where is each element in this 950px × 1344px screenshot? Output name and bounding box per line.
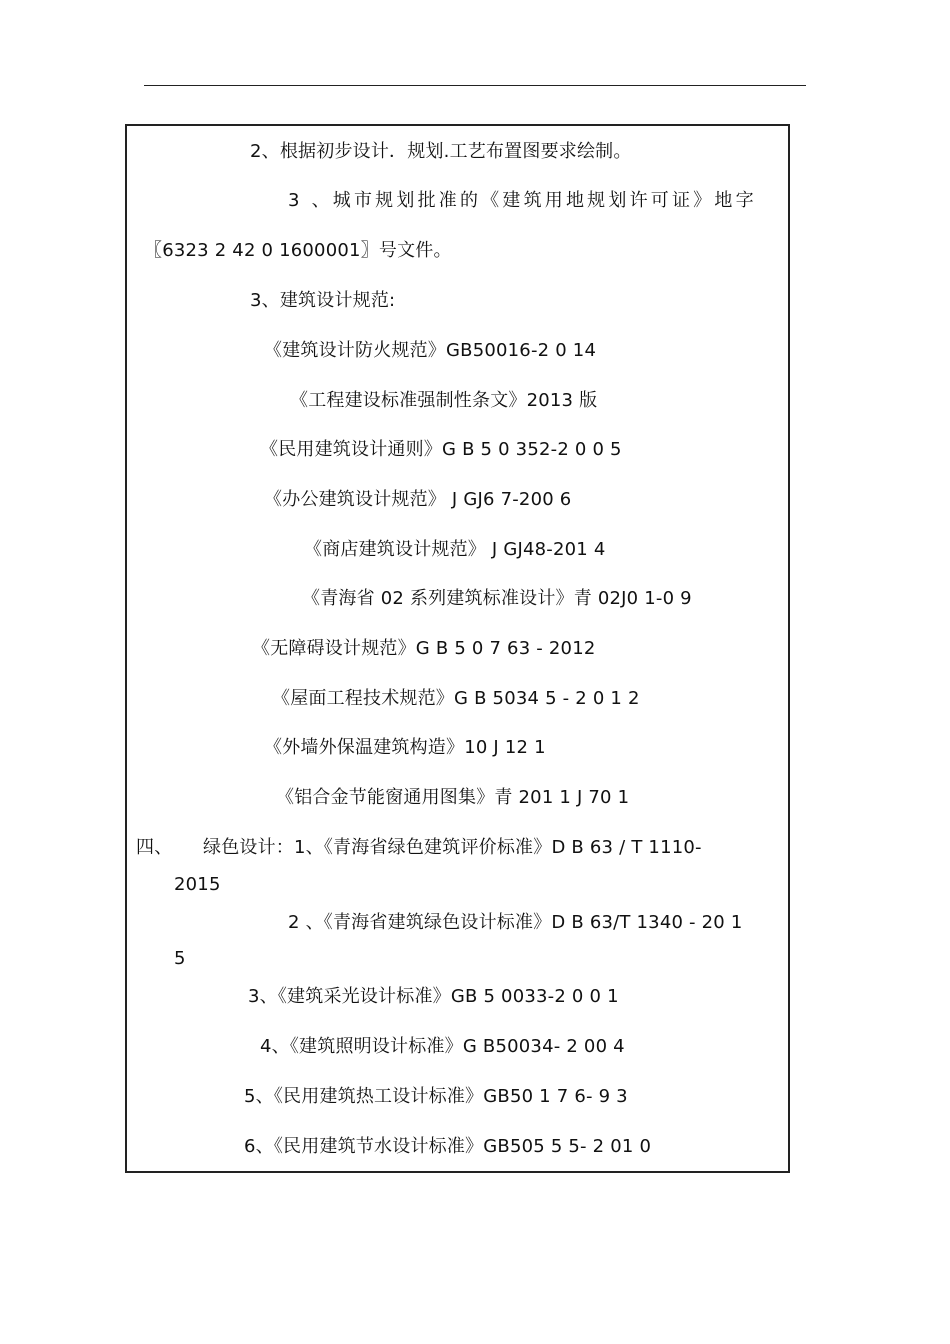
standard-item: 3、《建筑采光设计标准》GB 5 0033-2 0 0 1 [248,986,619,1007]
standard-item: 《工程建设标准强制性条文》2013 版 [290,390,598,411]
standard-item: 5、《民用建筑热工设计标准》GB50 1 7 6- 9 3 [244,1086,628,1107]
standard-item: 《青海省 02 系列建筑标准设计》青 02J0 1-0 9 [302,588,692,609]
text-line: 2015 [174,874,221,895]
standard-item: 《办公建筑设计规范》 J GJ6 7-200 6 [264,489,572,510]
standard-item: 4、《建筑照明设计标准》G B50034- 2 00 4 [260,1036,625,1057]
standard-item: 《商店建筑设计规范》 J GJ48-201 4 [304,539,606,560]
text-line: 3 、城市规划批准的《建筑用地规划许可证》地字 [288,190,757,211]
standard-item: 《铝合金节能窗通用图集》青 201 1 J 70 1 [276,787,630,808]
text-line: 3、建筑设计规范: [250,290,396,311]
standard-item: 《建筑设计防火规范》GB50016-2 0 14 [264,340,597,361]
text-line: 〖6323 2 42 0 1600001〗号文件。 [144,240,452,261]
green-design-line: 绿色设计：1、《青海省绿色建筑评价标准》D B 63 / T 1110- [203,837,702,858]
section-number: 四、 [136,837,173,858]
standard-item: 《屋面工程技术规范》G B 5034 5 - 2 0 1 2 [272,688,640,709]
standard-item: 6、《民用建筑节水设计标准》GB505 5 5- 2 01 0 [244,1136,652,1157]
standard-item: 2 、《青海省建筑绿色设计标准》D B 63/T 1340 - 20 1 [288,912,743,933]
standard-item: 《外墙外保温建筑构造》10 J 12 1 [264,737,546,758]
text-line: 5 [174,948,186,969]
text-line: 2、根据初步设计．规划.工艺布置图要求绘制。 [250,141,632,162]
standard-item: 《无障碍设计规范》G B 5 0 7 63 - 2012 [252,638,596,659]
header-rule [144,85,806,86]
standard-item: 《民用建筑设计通则》G B 5 0 352-2 0 0 5 [260,439,622,460]
